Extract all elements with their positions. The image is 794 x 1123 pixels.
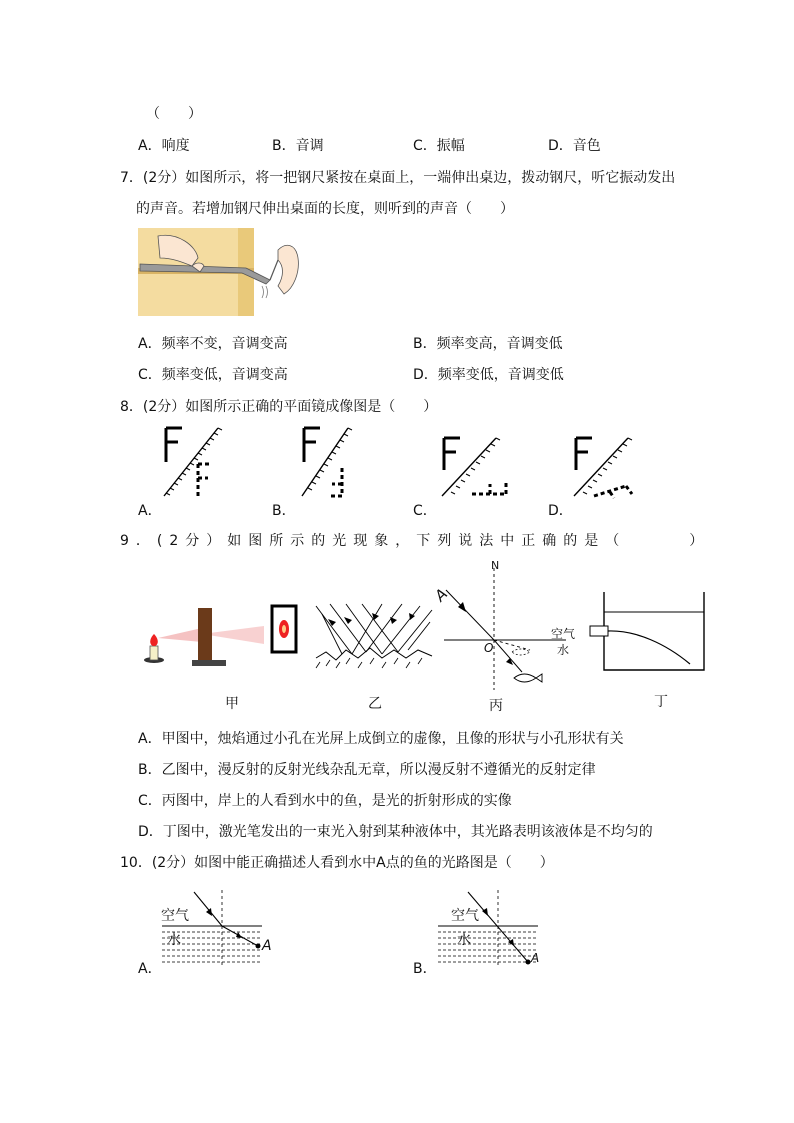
q8-figure-c [440, 436, 520, 498]
q9-figure-jia [136, 598, 306, 670]
q8-stem: 8．(2分）如图所示正确的平面镜成像图是（ ） [120, 399, 438, 415]
q9-point-a: A [431, 585, 452, 605]
q9-label-jia: 甲 [225, 696, 239, 712]
q9-air-label: 空气 [551, 627, 576, 641]
q10-b-point: A [531, 951, 540, 965]
q9-label-yi: 乙 [368, 696, 382, 712]
q8-figure-b [298, 426, 368, 498]
q9-label-ding: 丁 [654, 694, 668, 710]
q9-option-a: A．甲图中，烛焰通过小孔在光屏上成倒立的虚像，且像的形状与小孔形状有关 [138, 731, 624, 747]
q9-option-d: D．丁图中，激光笔发出的一束光入射到某种液体中，其光路表明该液体是不均匀的 [138, 824, 653, 840]
q8-option-c: C． [413, 503, 437, 519]
q9-figure-bing [440, 560, 600, 690]
q10-option-a: A． [138, 961, 162, 977]
q10-stem: 10．(2分）如图中能正确描述人看到水中A点的鱼的光路图是（ ） [120, 855, 554, 871]
q9-figure-yi [312, 600, 438, 670]
q10-option-b: B． [413, 961, 437, 977]
q7-option-a: A．频率不变，音调变高 [138, 336, 288, 352]
q6-option-c: C．振幅 [413, 138, 465, 154]
q9-stem: 9．(2分）如图所示的光现象，下列说法中正确的是（ ） [120, 533, 711, 549]
q9-figure-ding [586, 590, 710, 674]
q9-label-bing: 丙 [489, 698, 503, 714]
q9-normal-label: N [491, 559, 500, 572]
q7-option-d: D．频率变低，音调变低 [413, 367, 564, 383]
q6-option-b: B．音调 [272, 138, 324, 154]
q9-point-o: O [484, 641, 494, 655]
q6-option-a: A．响度 [138, 138, 190, 154]
q7-option-c: C．频率变低，音调变高 [138, 367, 288, 383]
q8-figure-a [160, 426, 230, 498]
q8-option-b: B． [272, 503, 296, 519]
q8-option-d: D． [548, 503, 573, 519]
q8-option-a: A． [138, 503, 162, 519]
q7-option-b: B．频率变高，音调变低 [413, 336, 563, 352]
q10-b-water: 水 [457, 932, 471, 948]
q10-b-air: 空气 [451, 908, 479, 924]
q9-option-b: B．乙图中，漫反射的反射光线杂乱无章，所以漫反射不遵循光的反射定律 [138, 762, 596, 778]
q7-ruler-figure [138, 228, 308, 320]
q10-a-air: 空气 [161, 908, 189, 924]
q7-stem-line1: 7．(2分）如图所示，将一把钢尺紧按在桌面上，一端伸出桌边，拨动钢尺，听它振动发出 [120, 170, 676, 186]
q6-option-d: D．音色 [548, 138, 601, 154]
q9-option-c: C．丙图中，岸上的人看到水中的鱼，是光的折射形成的实像 [138, 793, 512, 809]
q6-paren: （ ） [146, 106, 202, 122]
q7-stem-line2: 的声音。若增加钢尺伸出桌面的长度，则听到的声音（ ） [136, 201, 514, 217]
q9-water-label: 水 [557, 643, 570, 657]
q10-a-water: 水 [167, 932, 181, 948]
q8-figure-d [572, 436, 652, 498]
q10-a-point: A [262, 938, 272, 954]
